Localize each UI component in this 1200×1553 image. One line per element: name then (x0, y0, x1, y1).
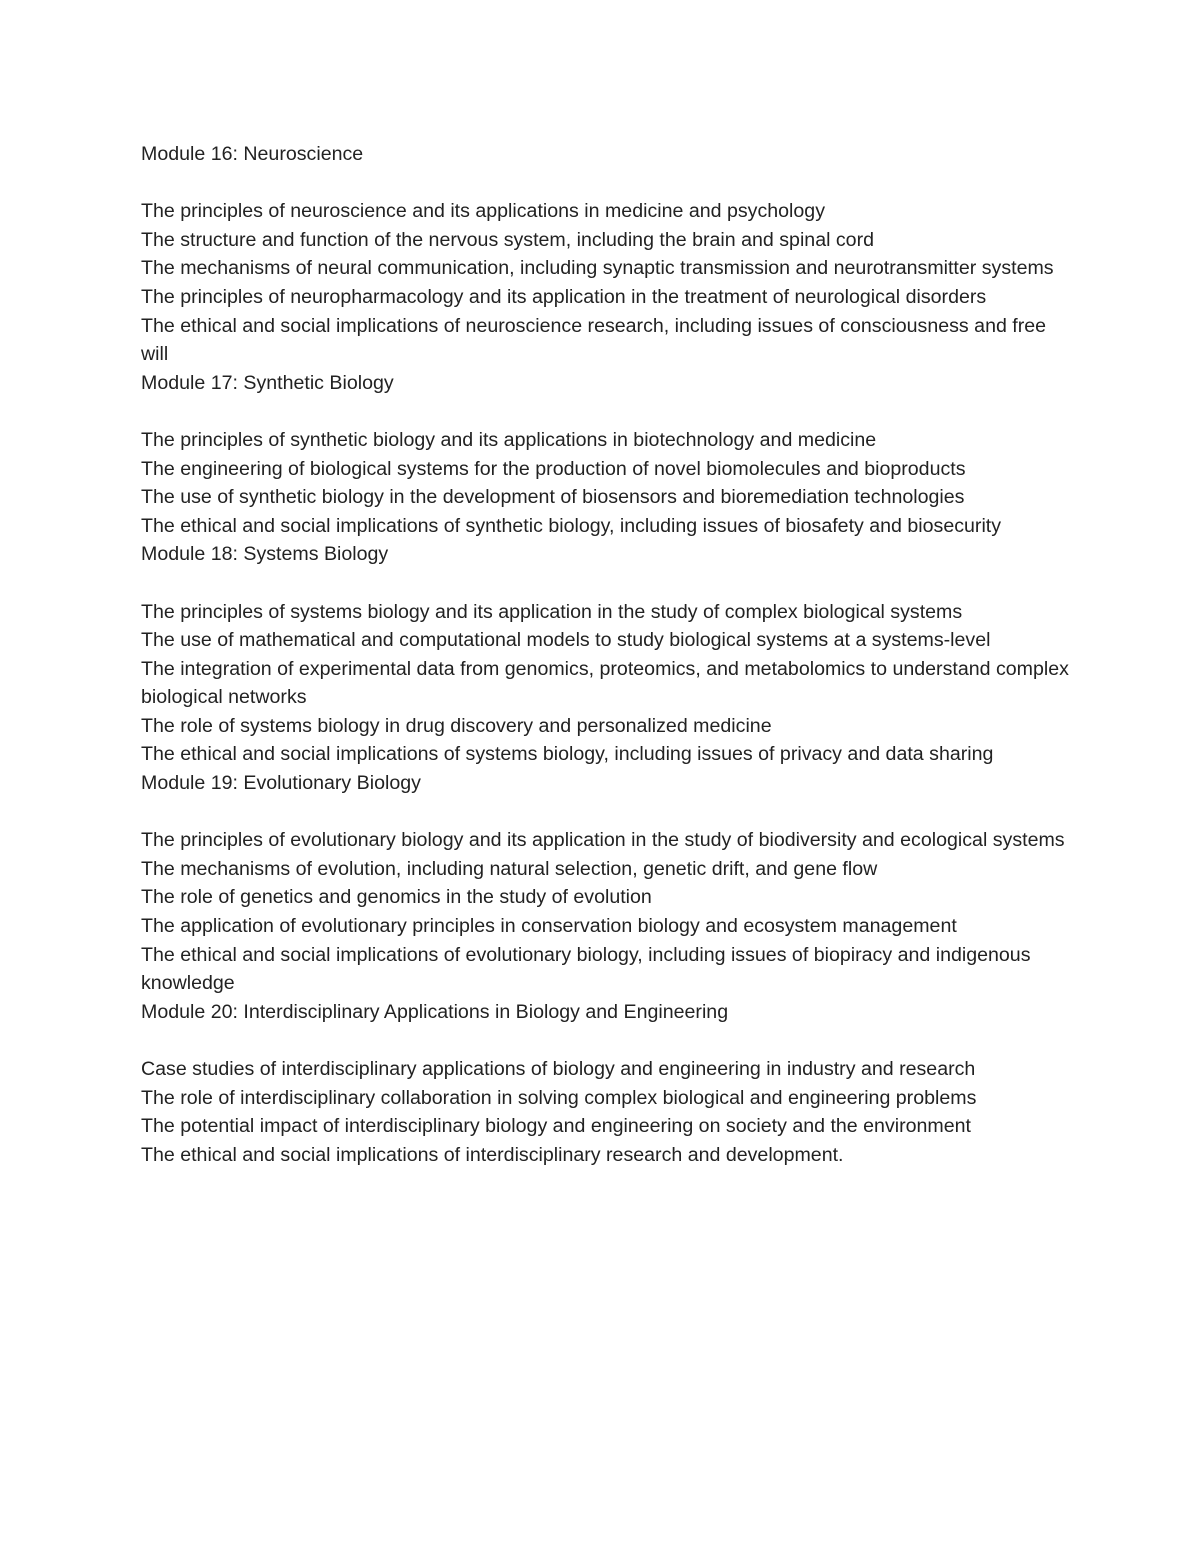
topic-item: The principles of neuroscience and its applications in medicine and psychology (141, 200, 826, 223)
module-title: Module 18: Systems Biology (141, 543, 389, 566)
topic-item: The role of interdisciplinary collaboration in solving complex biological and engineering problems (141, 1086, 977, 1109)
module-title: Module 16: Neuroscience (141, 143, 364, 165)
document-body (141, 140, 1071, 1169)
topic-item: The ethical and social implications of interdisciplinary research and development. (141, 1143, 844, 1166)
topic-item: The ethical and social implications of evolutionary biology, including issues of biopiracy and indigenous knowledge (141, 943, 1031, 995)
module-title: Module 17: Synthetic Biology (141, 371, 394, 394)
topic-item: The potential impact of interdisciplinary biology and engineering on society and the environment (141, 1115, 971, 1138)
topic-item: The mechanisms of evolution, including natural selection, genetic drift, and gene flow (141, 857, 878, 880)
module-16 (141, 140, 1071, 369)
topic-item: The integration of experimental data from genomics, proteomics, and metabolomics to understand complex biological networks (141, 657, 1069, 709)
module-19 (141, 769, 1071, 998)
topic-item: The ethical and social implications of synthetic biology, including issues of biosafety and biosecurity (141, 514, 1002, 537)
topic-item: The principles of synthetic biology and its applications in biotechnology and medicine (141, 428, 877, 451)
topic-item: The role of systems biology in drug discovery and personalized medicine (141, 714, 772, 737)
module-17 (141, 369, 1071, 541)
module-20 (141, 998, 1071, 1170)
topic-item: The mechanisms of neural communication, including synaptic transmission and neurotransmitter systems (141, 257, 1054, 280)
topic-item: Case studies of interdisciplinary applications of biology and engineering in industry and research (141, 1058, 976, 1080)
topic-item: The structure and function of the nervous system, including the brain and spinal cord (141, 228, 875, 251)
module-18 (141, 540, 1071, 769)
topic-item: The use of synthetic biology in the development of biosensors and bioremediation technologies (141, 486, 965, 509)
topic-item: The use of mathematical and computational models to study biological systems at a systems-level (141, 629, 991, 652)
module-title: Module 19: Evolutionary Biology (141, 772, 421, 795)
module-title: Module 20: Interdisciplinary Applications in Biology and Engineering (141, 1000, 729, 1023)
topic-item: The ethical and social implications of systems biology, including issues of privacy and data sharing (141, 743, 994, 766)
topic-item: The application of evolutionary principles in conservation biology and ecosystem management (141, 915, 957, 938)
topic-item: The principles of neuropharmacology and its application in the treatment of neurological disorders (141, 285, 987, 308)
topic-item: The principles of systems biology and its application in the study of complex biological systems (141, 600, 963, 623)
topic-item: The engineering of biological systems for the production of novel biomolecules and bioproducts (141, 457, 966, 480)
topic-item: The ethical and social implications of neuroscience research, including issues of consciousness and free will (141, 314, 1047, 366)
topic-item: The role of genetics and genomics in the study of evolution (141, 886, 652, 909)
topic-item: The principles of evolutionary biology and its application in the study of biodiversity and ecological systems (141, 829, 1065, 852)
